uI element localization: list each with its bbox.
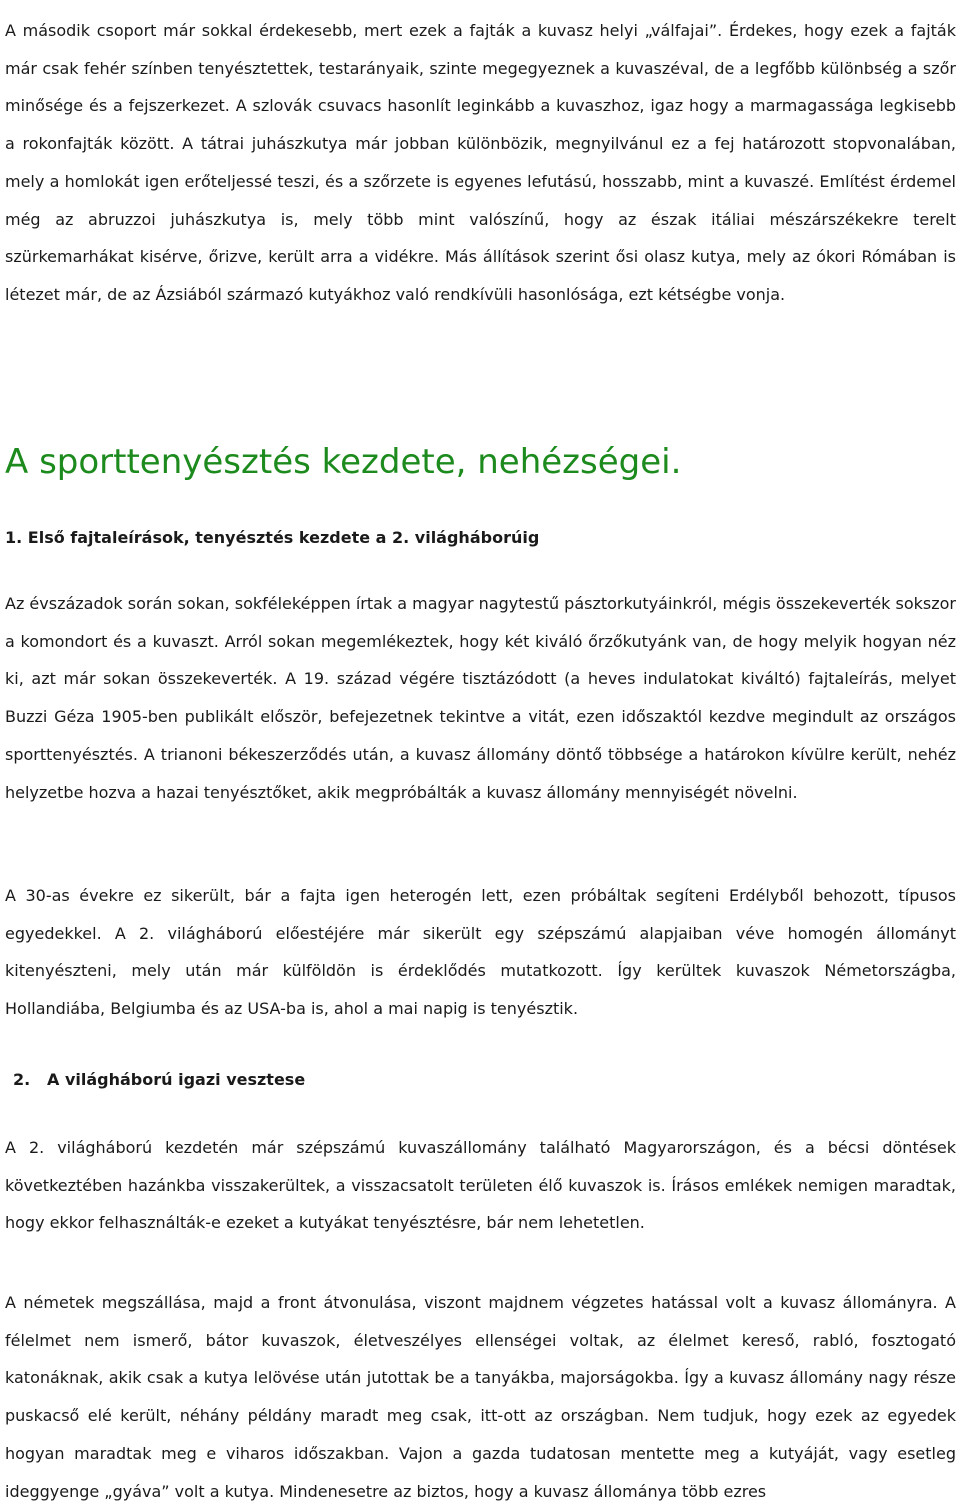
document-page (5, 12, 956, 1501)
paragraph-block-d (5, 1284, 956, 1510)
subheading-2 (5, 1064, 305, 1096)
paragraph-a: Az évszázadok során sokan, sokféleképpen írtak a magyar nagytestű pásztorkutyáinkról, mégis összekeverték sokszor a komondort és a kuvaszt. Arról sokan megemlékeztek, hogy két kiváló őrzőkutyánk van, de hogy melyik hogyan néz ki, azt már sokan összekeverték. A 19. század végére tisztázódott (a heves indulatokat kiváltó) fajtaleírás, melyet Buzzi Géza 1905-ben publikált először, befejezetnek tekintve a vitát, ezen időszaktól kezdve megindult az országos sporttenyésztés. A trianoni békeszerződés után, a kuvasz állomány döntő többsége a határokon kívülre került, nehéz helyzetbe hozva a hazai tenyésztőket, akik megpróbálták a kuvasz állomány mennyiségét növelni. (5, 594, 956, 802)
paragraph-block-b (5, 877, 956, 1028)
paragraph-d: A németek megszállása, majd a front átvonulása, viszont majdnem végzetes hatással volt a kuvasz állományra. A félelmet nem ismerő, bátor kuvaszok, életveszélyes ellenségei voltak, az élelmet kereső, rabló, fosztogató katonáknak, akik csak a kutya lelövése után jutottak be a tanyákba, majorságokba. Így a kuvasz állomány nagy része puskacső elé került, néhány példány maradt meg csak, itt-ott az országban. Nem tudjuk, hogy ezek az egyedek hogyan maradtak meg e viharos időszakban. Vajon a gazda tudatosan mentette meg a kutyáját, vagy esetleg ideggyenge „gyáva” volt a kutya. Mindenesetre az biztos, hogy a kuvasz állománya több ezres (5, 1293, 956, 1501)
paragraph-block-c (5, 1129, 956, 1242)
subheading-2-text: A világháború igazi vesztese (47, 1070, 306, 1089)
subheading-2-number: 2. (13, 1070, 31, 1089)
subheading-1: 1. Első fajtaleírások, tenyésztés kezdete a 2. világháborúig (5, 528, 540, 547)
paragraph-b: A 30-as évekre ez sikerült, bár a fajta igen heterogén lett, ezen próbáltak segíteni Erdélyből behozott, típusos egyedekkel. A 2. világháború előestéjére már sikerült egy szépszámú alapjaiban véve homogén állományt kitenyészteni, mely után már külföldön is érdeklődés mutatkozott. Így kerültek kuvaszok Németországba, Hollandiába, Belgiumba és az USA-ba is, ahol a mai napig is tenyésztik. (5, 886, 956, 1019)
paragraph-block-a (5, 585, 956, 811)
paragraph-intro: A második csoport már sokkal érdekesebb, mert ezek a fajták a kuvasz helyi „válfajai”. Érdekes, hogy ezek a fajták már csak fehér színben tenyésztettek, testarányaik, szinte megegyeznek a kuvaszéval, de a legfőbb különbség a szőr minősége és a fejszerkezet. A szlovák csuvacs hasonlít leginkább a kuvaszhoz, igaz hogy a marmagassága legkisebb a rokonfajták között. A tátrai juhászkutya már jobban különbözik, megnyilvánul ez a fej határozott stopvonalában, mely a homlokát igen erőteljessé teszi, és a szőrzete is egyenes lefutású, hosszabb, mint a kuvaszé. Említést érdemel még az abruzzoi juhászkutya is, mely több mint valószínű, hogy az észak itáliai mészárszékekre terelt szürkemarhákat kisérve, őrizve, került arra a vidékre. Más állítások szerint ősi olasz kutya, mely az ókori Rómában is létezet már, de az Ázsiából származó kutyákhoz való rendkívüli hasonlósága, ezt kétségbe vonja. (5, 21, 956, 304)
section-title: A sporttenyésztés kezdete, nehézségei. (5, 442, 682, 482)
paragraph-c: A 2. világháború kezdetén már szépszámú kuvaszállomány található Magyarországon, és a bécsi döntések következtében hazánkba visszakerültek, a visszacsatolt területen élő kuvaszok is. Írásos emlékek nemigen maradtak, hogy ekkor felhasználták-e ezeket a kutyákat tenyésztésre, bár nem lehetetlen. (5, 1138, 956, 1233)
